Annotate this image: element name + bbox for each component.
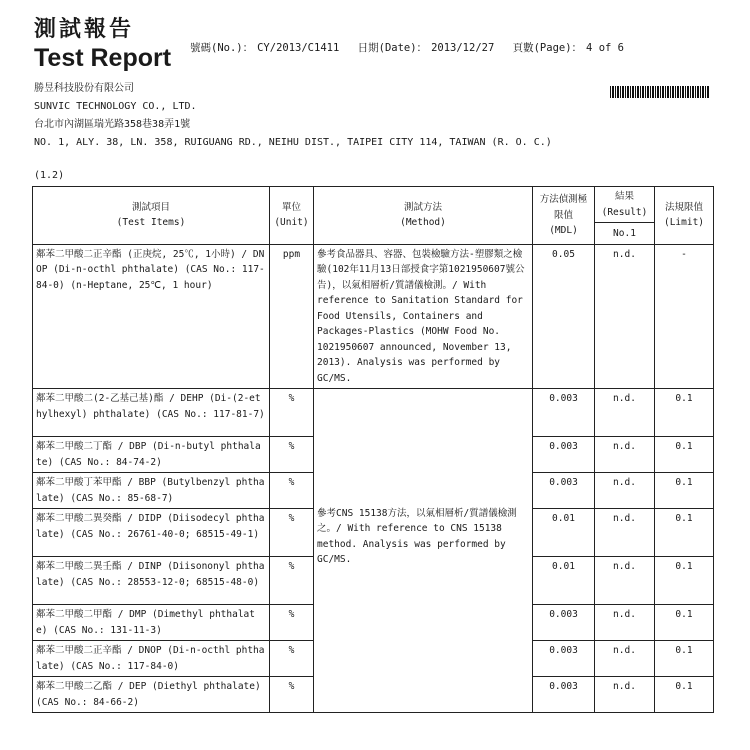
mdl-cell: 0.01 [533, 509, 595, 557]
company-address-cn: 台北市內湖區瑞光路358巷38弄1號 [34, 119, 191, 130]
test-item: 鄰苯二甲酸二(2-乙基己基)酯 / DEHP (Di-(2-ethylhexyl) phthalate) (CAS No.: 117-81-7) [33, 389, 270, 437]
test-item: 鄰苯二甲酸二異壬酯 / DINP (Diisononyl phthalate) (CAS No.: 28553-12-0; 68515-48-0) [33, 557, 270, 605]
result-cell: n.d. [595, 389, 655, 437]
result-cell: n.d. [595, 244, 655, 389]
limit-cell: 0.1 [655, 509, 714, 557]
table-header-row [33, 187, 714, 245]
header-limit: 法規限值 (Limit) [655, 187, 714, 245]
unit-cell: % [270, 437, 314, 473]
results-table [32, 186, 714, 713]
mdl-cell: 0.003 [533, 641, 595, 677]
result-cell: n.d. [595, 605, 655, 641]
date-label: 日期(Date)： [357, 42, 428, 54]
result-cell: n.d. [595, 473, 655, 509]
method-cell: 參考食品器具、容器、包裝檢驗方法-塑膠類之檢驗(102年11月13日部授食字第1021950607號公告)，以氣相層析/質譜儀檢測。/ With reference to Sanitation Standard for Food Utensils, Containers and Packages-Plastics (MOHW Food No. 1021950607 announced, November 13, 2013). Analysis was performed by GC/MS. [314, 244, 533, 389]
header-method: 測試方法 (Method) [314, 187, 533, 245]
test-item: 鄰苯二甲酸二正辛酯 / DNOP (Di-n-octhl phthalate) (CAS No.: 117-84-0) [33, 641, 270, 677]
limit-cell: 0.1 [655, 605, 714, 641]
table-row [33, 244, 714, 389]
limit-cell: 0.1 [655, 473, 714, 509]
mdl-cell: 0.003 [533, 389, 595, 437]
report-number: CY/2013/C1411 [257, 42, 340, 54]
unit-cell: % [270, 641, 314, 677]
mdl-cell: 0.003 [533, 473, 595, 509]
header-mdl: 方法偵測極限值 (MDL) [533, 187, 595, 245]
header-result: 結果 (Result) No.1 [595, 187, 655, 245]
test-item: 鄰苯二甲酸二丁酯 / DBP (Di-n-butyl phthalate) (CAS No.: 84-74-2) [33, 437, 270, 473]
header-unit: 單位 (Unit) [270, 187, 314, 245]
report-title-cn: 測試報告 [34, 16, 135, 42]
unit-cell: % [270, 473, 314, 509]
limit-cell: 0.1 [655, 557, 714, 605]
test-item: 鄰苯二甲酸二乙酯 / DEP (Diethyl phthalate) (CAS No.: 84-66-2) [33, 677, 270, 713]
company-name-en: SUNVIC TECHNOLOGY CO., LTD. [34, 101, 197, 112]
result-cell: n.d. [595, 557, 655, 605]
section-number: (1.2) [34, 170, 65, 181]
page-label: 頁數(Page)： [512, 42, 583, 54]
limit-cell: 0.1 [655, 677, 714, 713]
table-row [33, 389, 714, 437]
mdl-cell: 0.05 [533, 244, 595, 389]
unit-cell: ppm [270, 244, 314, 389]
result-cell: n.d. [595, 677, 655, 713]
unit-cell: % [270, 557, 314, 605]
unit-cell: % [270, 389, 314, 437]
report-meta [190, 40, 628, 55]
page-number: 4 of 6 [586, 42, 624, 54]
limit-cell: 0.1 [655, 641, 714, 677]
limit-cell: - [655, 244, 714, 389]
limit-cell: 0.1 [655, 437, 714, 473]
result-cell: n.d. [595, 437, 655, 473]
result-cell: n.d. [595, 641, 655, 677]
barcode [610, 86, 710, 98]
method-cell: 參考CNS 15138方法，以氣相層析/質譜儀檢測之。/ With reference to CNS 15138 method. Analysis was performed by GC/MS. [314, 389, 533, 713]
test-item: 鄰苯二甲酸二異癸酯 / DIDP (Diisodecyl phthalate) (CAS No.: 26761-40-0; 68515-49-1) [33, 509, 270, 557]
mdl-cell: 0.01 [533, 557, 595, 605]
test-item: 鄰苯二甲酸二甲酯 / DMP (Dimethyl phthalate) (CAS No.: 131-11-3) [33, 605, 270, 641]
mdl-cell: 0.003 [533, 437, 595, 473]
company-address-en: NO. 1, ALY. 38, LN. 358, RUIGUANG RD., NEIHU DIST., TAIPEI CITY 114, TAIWAN (R. O. C.) [34, 137, 552, 148]
test-item: 鄰苯二甲酸丁苯甲酯 / BBP (Butylbenzyl phthalate) (CAS No.: 85-68-7) [33, 473, 270, 509]
report-title-en: Test Report [34, 44, 172, 72]
limit-cell: 0.1 [655, 389, 714, 437]
unit-cell: % [270, 677, 314, 713]
mdl-cell: 0.003 [533, 605, 595, 641]
mdl-cell: 0.003 [533, 677, 595, 713]
result-cell: n.d. [595, 509, 655, 557]
company-info [34, 80, 552, 152]
report-date: 2013/12/27 [431, 42, 495, 54]
company-name-cn: 勝昱科技股份有限公司 [34, 83, 134, 94]
header-test-items: 測試項目 (Test Items) [33, 187, 270, 245]
unit-cell: % [270, 605, 314, 641]
number-label: 號碼(No.)： [190, 42, 254, 54]
unit-cell: % [270, 509, 314, 557]
test-item: 鄰苯二甲酸二正辛酯 (正庚烷, 25℃, 1小時) / DNOP (Di-n-octhl phthalate) (CAS No.: 117-84-0) (n-Heptane, 25℃, 1 hour) [33, 244, 270, 389]
